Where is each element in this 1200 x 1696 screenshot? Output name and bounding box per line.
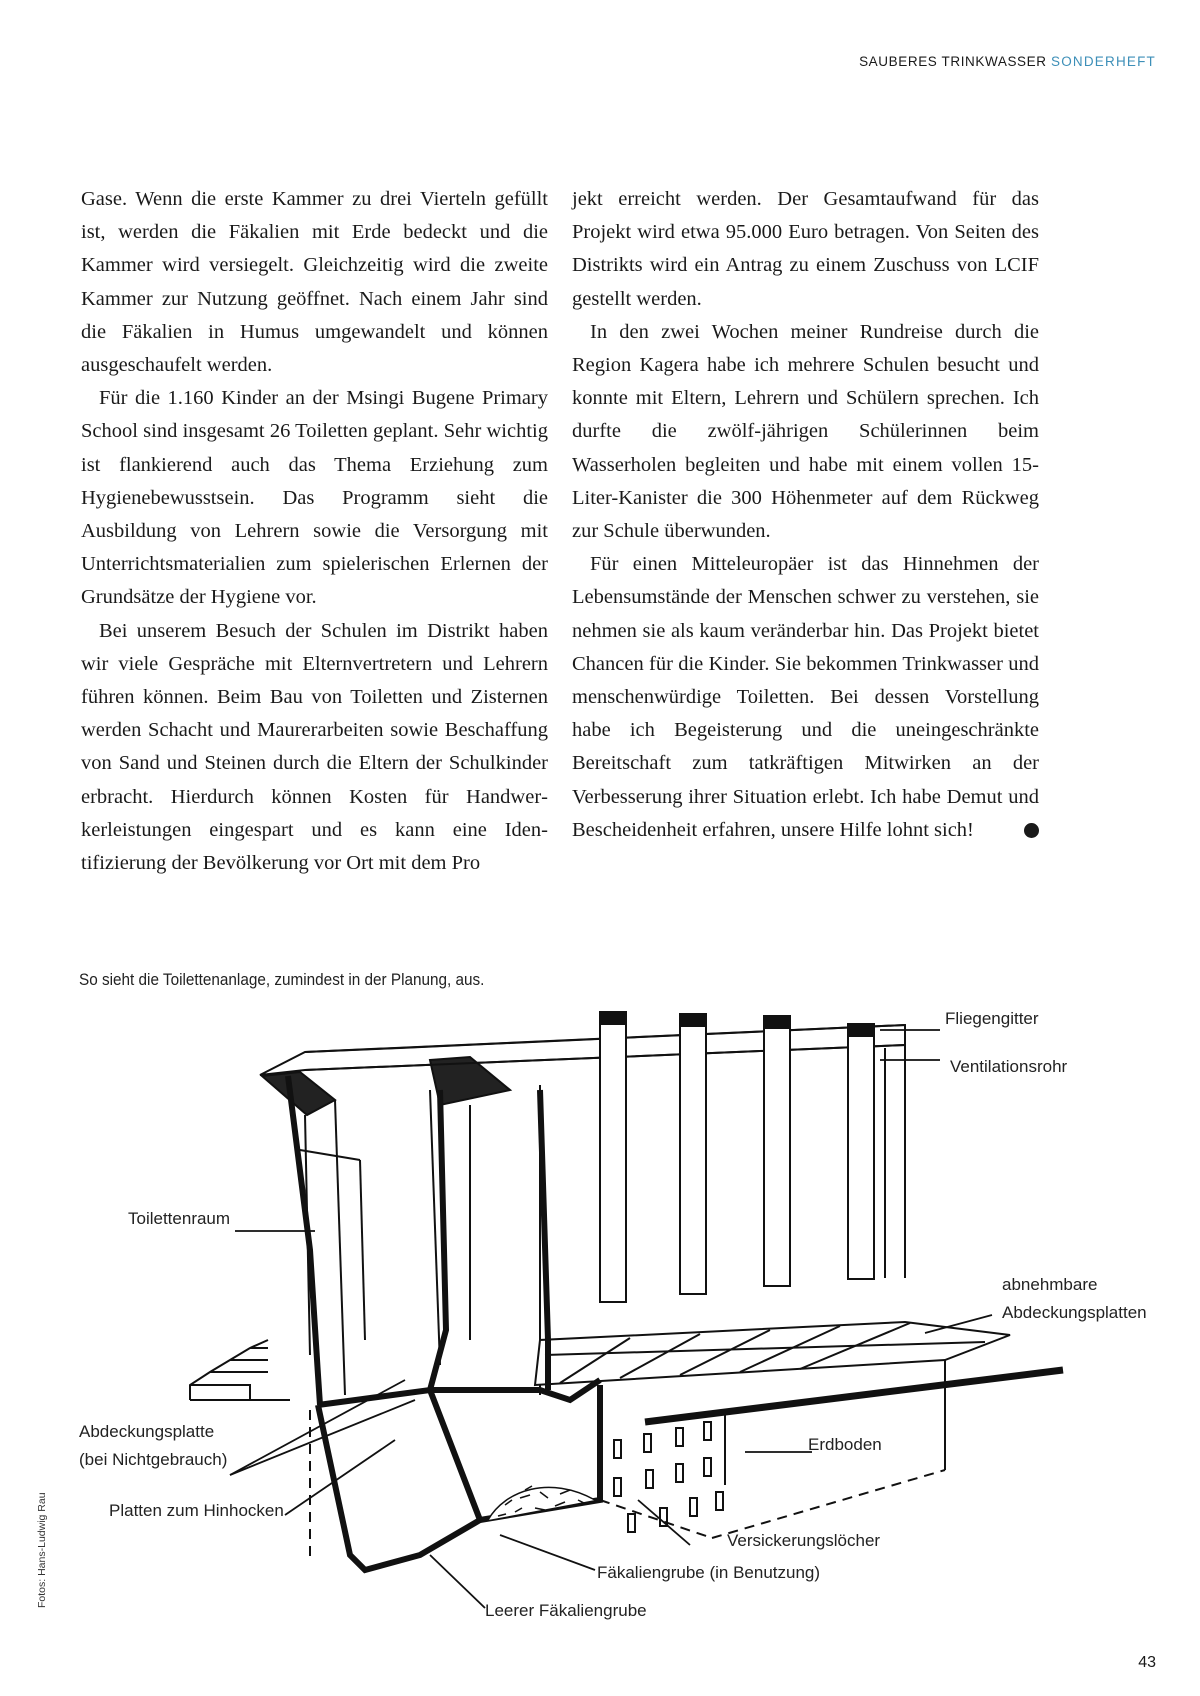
- paragraph: Gase. Wenn die erste Kammer zu drei Vierteln gefüllt ist, werden die Fäkalien mit Erde bedeckt und die Kammer wird versiegelt. Gleichzeitig wird die zweite Kammer zur Nutzung geöffnet. Nach einem Jahr sind die Fäkalien in Humus umgewandelt und können ausgeschaufelt werden.: [81, 188, 548, 377]
- label-ventilationsrohr: Ventilationsrohr: [950, 1057, 1068, 1076]
- header-issue: SONDERHEFT: [1050, 54, 1156, 69]
- label-faekaliengrube: Fäkaliengrube (in Benutzung): [597, 1563, 821, 1582]
- header-section: SAUBERES TRINKWASSER: [859, 54, 1047, 69]
- paragraph: Bei unserem Besuch der Schulen im Distrikt haben wir viele Gespräche mit Elternvertretern und Lehrern führen können. Beim Bau von Toiletten und Zisternen werden Schacht und Maurerarbeiten sowie Beschaffung von Sand und Steinen durch die Eltern der Schulkinder erbracht. Hierdurch können Kosten für Handwerkerleistungen eingespart und es kann eine Identifizierung der Bevölkerung vor Ort mit dem Pro: [81, 619, 548, 875]
- label-platten: Platten zum Hinhocken: [109, 1501, 284, 1520]
- label-leerer: Leerer Fäkaliengrube: [485, 1601, 647, 1620]
- ground-line: [645, 1370, 1063, 1422]
- label-abdeckungsplatte-2: (bei Nichtgebrauch): [79, 1450, 228, 1469]
- photo-credit: Fotos: Hans-Ludwig Rau: [36, 1492, 48, 1608]
- figure-caption: So sieht die Toilettenanlage, zumindest in der Planung, aus.: [79, 970, 485, 989]
- page-number: 43: [1138, 1654, 1156, 1671]
- paragraph: Für die 1.160 Kinder an der Msingi Bugene Primary School sind insgesamt 26 Toiletten geplant. Sehr wichtig ist flankierend auch das Thema Erziehung zum Hygienebewusstsein. Das Programm sieht die Ausbildung von Lehrern sowie die Versorgung mit Unterrichtsmaterialien zum spielerischen Erlernen der Grundsätze der Hygiene vor.: [81, 387, 548, 609]
- steps: [190, 1340, 290, 1400]
- label-abdeckungsplatte-1: Abdeckungsplatte: [79, 1422, 215, 1441]
- soak-pit-holes: [614, 1422, 723, 1532]
- label-abnehmbare-1: abnehmbare: [1002, 1275, 1098, 1294]
- end-mark-icon: L: [1024, 823, 1039, 838]
- label-erdboden: Erdboden: [808, 1435, 882, 1454]
- label-abnehmbare-2: Abdeckungsplatten: [1002, 1303, 1147, 1322]
- paragraph: In den zwei Wochen meiner Rundreise durch die Region Kagera habe ich mehrere Schulen besucht und konnte mit Eltern, Lehrern und Schülern sprechen. Ich durfte die zwölf-jährigen Schülerinnen beim Wasserholen begleiten und habe mit einem vollen 15-Liter-Kanister die 300 Höhenmeter auf dem Rückweg zur Schule überwunden.: [572, 320, 1039, 543]
- roof: [260, 1025, 905, 1115]
- paragraph: jekt erreicht werden. Der Gesamtaufwand für das Projekt wird etwa 95.000 Euro betragen. Von Seiten des Distrikts wird ein Antrag zu einem Zuschuss von LCIF gestellt werden.: [572, 188, 1039, 310]
- label-fliegengitter: Fliegengitter: [945, 1009, 1039, 1028]
- paragraph-text: Für einen Mitteleuropäer ist das Hinnehmen der Lebensumstände der Menschen schwer zu verstehen, sie nehmen sie als kaum veränderbar hin. Das Projekt bietet Chancen für die Kinder. Sie bekommen Trinkwasser und menschenwürdige Toiletten. Bei dessen Vorstellung habe ich Begeisterung und die uneingeschränkte Bereitschaft zum tatkräftigen Mitwirken an der Verbesserung ihrer Situation erlebt. Ich habe Demut und Bescheidenheit erfahren, unsere Hilfe lohnt sich!: [572, 553, 1039, 841]
- label-versickerung: Versickerungslöcher: [727, 1531, 881, 1550]
- floor-slab: [535, 1322, 1010, 1470]
- label-toilettenraum: Toilettenraum: [128, 1209, 231, 1228]
